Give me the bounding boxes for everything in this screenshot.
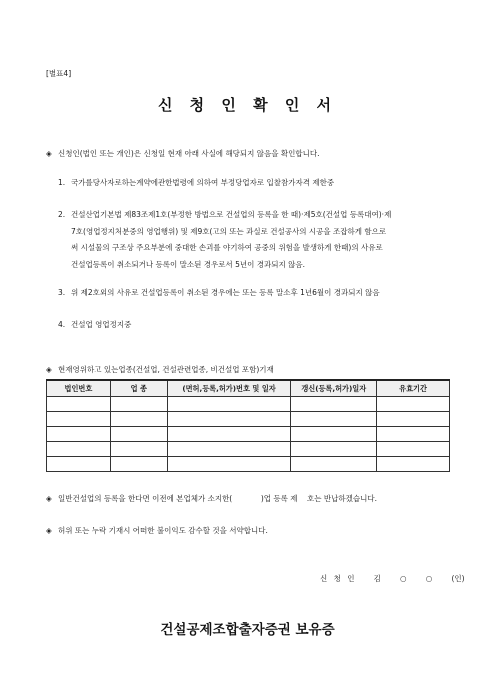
table-cell[interactable] [377, 412, 450, 427]
intro-text: 신청인(법인 또는 개인)은 신청일 현재 아래 사실에 해당되지 않음을 확인합니다. [58, 149, 320, 158]
return-statement [46, 493, 377, 504]
table-cell[interactable] [167, 397, 291, 412]
table-cell[interactable] [47, 397, 111, 412]
return-statement-text: 일반건설업의 등록을 한다면 이전에 본업체가 소지한( )업 등록 제 호는 반납하겠습니다. [58, 494, 378, 503]
table-row [47, 397, 450, 412]
table-row [47, 442, 450, 457]
table-cell[interactable] [291, 442, 377, 457]
pledge-statement-text: 허위 또는 누락 기재시 어떠한 불이익도 감수할 것을 서약합니다. [58, 526, 268, 535]
applicant-signature-line: 신 청 인 김 ○ ○ (인) [320, 574, 465, 583]
item-number: 4. [58, 320, 66, 329]
table-cell[interactable] [291, 427, 377, 442]
table-cell[interactable] [377, 457, 450, 472]
column-header-corp-number: 법인번호 [47, 380, 111, 397]
table-row [47, 427, 450, 442]
table-cell[interactable] [110, 412, 167, 427]
table-header-row [47, 380, 450, 397]
attachment-label: [별표4] [46, 69, 72, 78]
business-registration-table [46, 379, 450, 472]
item-number: 2. [58, 210, 66, 219]
table-cell[interactable] [47, 457, 111, 472]
table-cell[interactable] [167, 457, 291, 472]
table-cell[interactable] [47, 427, 111, 442]
item-number: 1. [58, 178, 66, 187]
diamond-bullet-icon: ◈ [46, 526, 52, 535]
table-cell[interactable] [291, 457, 377, 472]
footer-document-title: 건설공제조합출자증권 보유증 [160, 622, 335, 638]
column-header-license-number-date: (면허,등록,허가)번호 및 일자 [167, 380, 291, 397]
table-cell[interactable] [377, 397, 450, 412]
table-row [47, 457, 450, 472]
item-text-line: 써 시설물의 구조상 주요부분에 중대한 손괴를 야기하여 공중의 위험을 발생하게 한때)의 사유로 [71, 243, 383, 252]
table-cell[interactable] [110, 397, 167, 412]
item-text-line: 건설산업기본법 제83조제1호(부정한 방법으로 건설업의 등록을 한 때)·제5호(건설업 등록대여)·제 [71, 210, 392, 219]
item-number: 3. [58, 288, 66, 297]
item-text-line: 국가를당사자로하는계약에관한법령에 의하여 부정당업자로 입찰참가자격 제한중 [71, 178, 335, 187]
column-header-validity-period: 유효기간 [377, 380, 450, 397]
document-title: 신 청 인 확 인 서 [157, 96, 338, 114]
table-cell[interactable] [47, 442, 111, 457]
table-cell[interactable] [167, 412, 291, 427]
item-text-line: 건설업등록이 취소되거나 등록이 말소된 경우로서 5년이 경과되지 않음. [71, 259, 305, 269]
table-cell[interactable] [110, 427, 167, 442]
item-text-line: 건설업 영업정지중 [71, 320, 132, 329]
table-cell[interactable] [47, 412, 111, 427]
column-header-business-type: 업 종 [110, 380, 167, 397]
table-row [47, 412, 450, 427]
table-caption-text: 현재영위하고 있는업종(건설업, 건설관련업종, 비건설업 포함)기재 [58, 365, 274, 374]
table-cell[interactable] [110, 457, 167, 472]
table-cell[interactable] [377, 442, 450, 457]
diamond-bullet-icon: ◈ [46, 149, 52, 158]
pledge-statement [46, 525, 268, 536]
table-cell[interactable] [167, 442, 291, 457]
table-cell[interactable] [167, 427, 291, 442]
table-caption [46, 364, 274, 375]
diamond-bullet-icon: ◈ [46, 365, 52, 374]
column-header-renewal-date: 갱신(등록,허가)일자 [291, 380, 377, 397]
item-text-line: 위 제2호외의 사유로 건설업등록이 취소된 경우에는 또는 등록 말소후 1년6월이 경과되지 않음 [71, 288, 380, 297]
table-cell[interactable] [377, 427, 450, 442]
table-cell[interactable] [291, 412, 377, 427]
diamond-bullet-icon: ◈ [46, 494, 52, 503]
table-cell[interactable] [291, 397, 377, 412]
item-text-line: 7호(영업정지처분중의 영업행위) 및 제9호(고의 또는 과실로 건설공사의 시공을 조잡하게 함으로 [71, 226, 387, 236]
intro-statement [46, 148, 320, 159]
table-cell[interactable] [110, 442, 167, 457]
